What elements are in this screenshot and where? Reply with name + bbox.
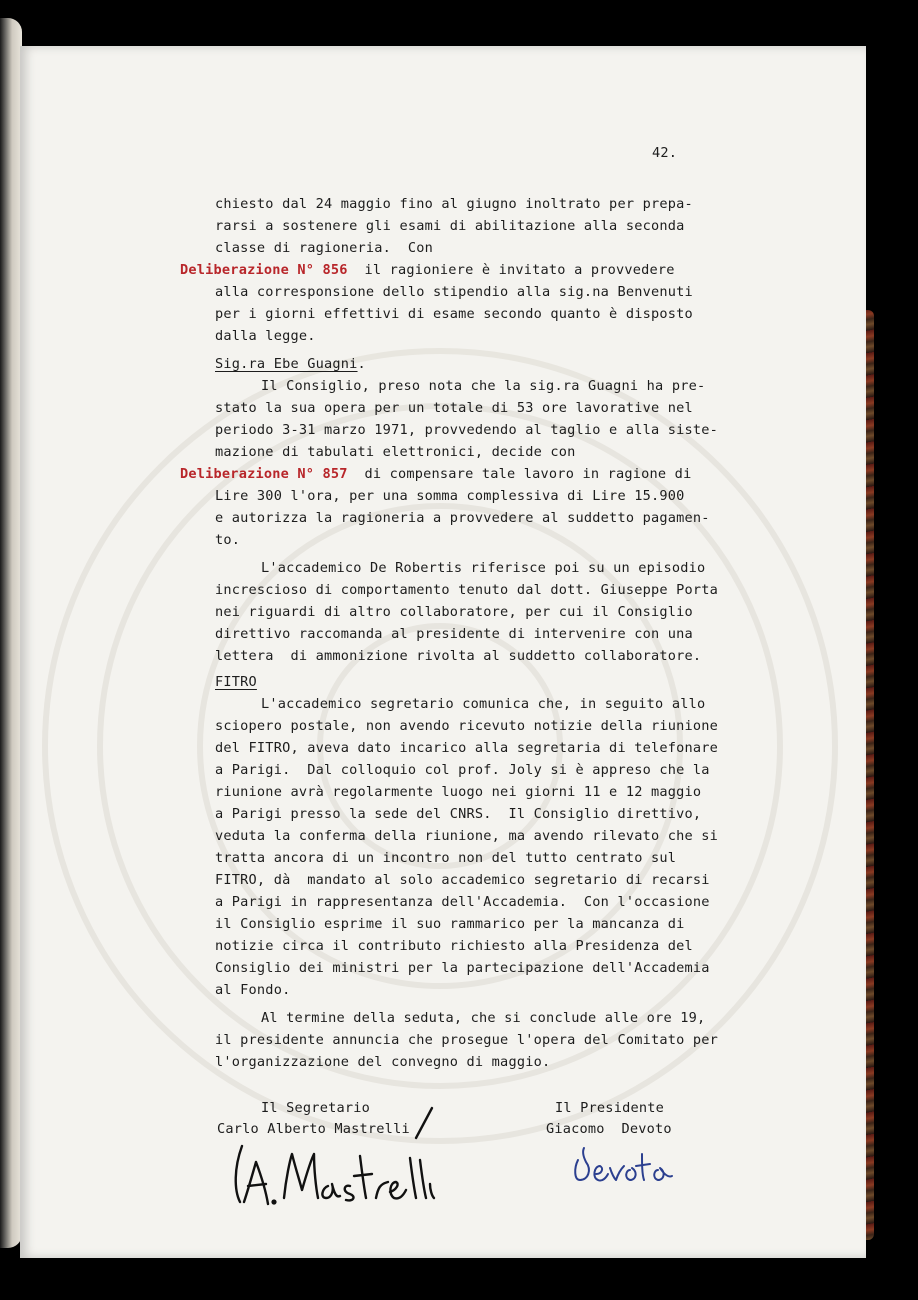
text-line: del FITRO, aveva dato incarico alla segretaria di telefonare [215, 740, 719, 756]
page-number: 42. [652, 145, 678, 161]
text-line: Lire 300 l'ora, per una somma complessiva di Lire 15.900 [215, 488, 685, 504]
text-line: stato la sua opera per un totale di 53 ore lavorative nel [215, 400, 693, 416]
text-line: e autorizza la ragioneria a provvedere al suddetto pagamen- [215, 510, 710, 526]
section-heading: FITRO [215, 674, 257, 690]
text-line: to. [215, 532, 241, 548]
president-title: Il Presidente [555, 1100, 664, 1116]
deliberation-label: Deliberazione N° 856 [180, 262, 348, 278]
text-line: a Parigi. Dal colloquio col prof. Joly si è appreso che la [215, 762, 710, 778]
text-line: Al termine della seduta, che si conclude alle ore 19, [261, 1010, 706, 1026]
text-line: chiesto dal 24 maggio fino al giugno inoltrato per prepa- [215, 196, 693, 212]
text-line: l'organizzazione del convegno di maggio. [215, 1054, 551, 1070]
text-line: classe di ragioneria. Con [215, 240, 433, 256]
deliberation-text: il ragioniere è invitato a provvedere [364, 262, 675, 278]
text-line: il presidente annuncia che prosegue l'opera del Comitato per [215, 1032, 719, 1048]
deliberation-text: di compensare tale lavoro in ragione di [364, 466, 692, 482]
text-line: rarsi a sostenere gli esami di abilitazione alla seconda [215, 218, 685, 234]
text-line: lettera di ammonizione rivolta al suddetto collaboratore. [215, 648, 702, 664]
text-line: FITRO, dà mandato al solo accademico segretario di recarsi [215, 872, 710, 888]
text-line: sciopero postale, non avendo ricevuto notizie della riunione [215, 718, 719, 734]
text-line: increscioso di comportamento tenuto dal dott. Giuseppe Porta [215, 582, 719, 598]
text-line: per i giorni effettivi di esame secondo quanto è disposto [215, 306, 693, 322]
section-heading-punct: . [357, 356, 366, 372]
president-name: Giacomo Devoto [546, 1121, 672, 1137]
president-signature [568, 1146, 678, 1192]
text-line: al Fondo. [215, 982, 291, 998]
text-line: a Parigi presso la sede del CNRS. Il Consiglio direttivo, [215, 806, 702, 822]
text-line: riunione avrà regolarmente luogo nei giorni 11 e 12 maggio [215, 784, 702, 800]
text-line: direttivo raccomanda al presidente di intervenire con una [215, 626, 693, 642]
section-heading-text: Sig.ra Ebe Guagni [215, 356, 358, 372]
text-line: a Parigi in rappresentanza dell'Accademia. Con l'occasione [215, 894, 710, 910]
document-page [20, 46, 866, 1258]
text-line: Il Consiglio, preso nota che la sig.ra Guagni ha pre- [261, 378, 706, 394]
text-line: L'accademico De Robertis riferisce poi su un episodio [261, 560, 706, 576]
text-line: mazione di tabulati elettronici, decide con [215, 444, 576, 460]
text-line: tratta ancora di un incontro non del tutto centrato sul [215, 850, 677, 866]
text-line: nei riguardi di altro collaboratore, per cui il Consiglio [215, 604, 693, 620]
text-line: dalla legge. [215, 328, 316, 344]
text-line: il Consiglio esprime il suo rammarico per la mancanza di [215, 916, 685, 932]
secretary-name: Carlo Alberto Mastrelli [217, 1121, 410, 1137]
text-line: veduta la conferma della riunione, ma avendo rilevato che si [215, 828, 719, 844]
secretary-signature [220, 1098, 460, 1208]
text-line: L'accademico segretario comunica che, in seguito allo [261, 696, 706, 712]
text-line: alla corresponsione dello stipendio alla sig.na Benvenuti [215, 284, 693, 300]
text-line: Consiglio dei ministri per la partecipazione dell'Accademia [215, 960, 710, 976]
text-line: notizie circa il contributo richiesto alla Presidenza del [215, 938, 693, 954]
deliberation-line [180, 466, 691, 482]
deliberation-line [180, 262, 675, 278]
text-line: periodo 3-31 marzo 1971, provvedendo al taglio e alla siste- [215, 422, 719, 438]
section-heading [215, 356, 366, 372]
book-binding-edge [0, 18, 22, 1248]
secretary-title: Il Segretario [261, 1100, 370, 1116]
deliberation-label: Deliberazione N° 857 [180, 466, 348, 482]
